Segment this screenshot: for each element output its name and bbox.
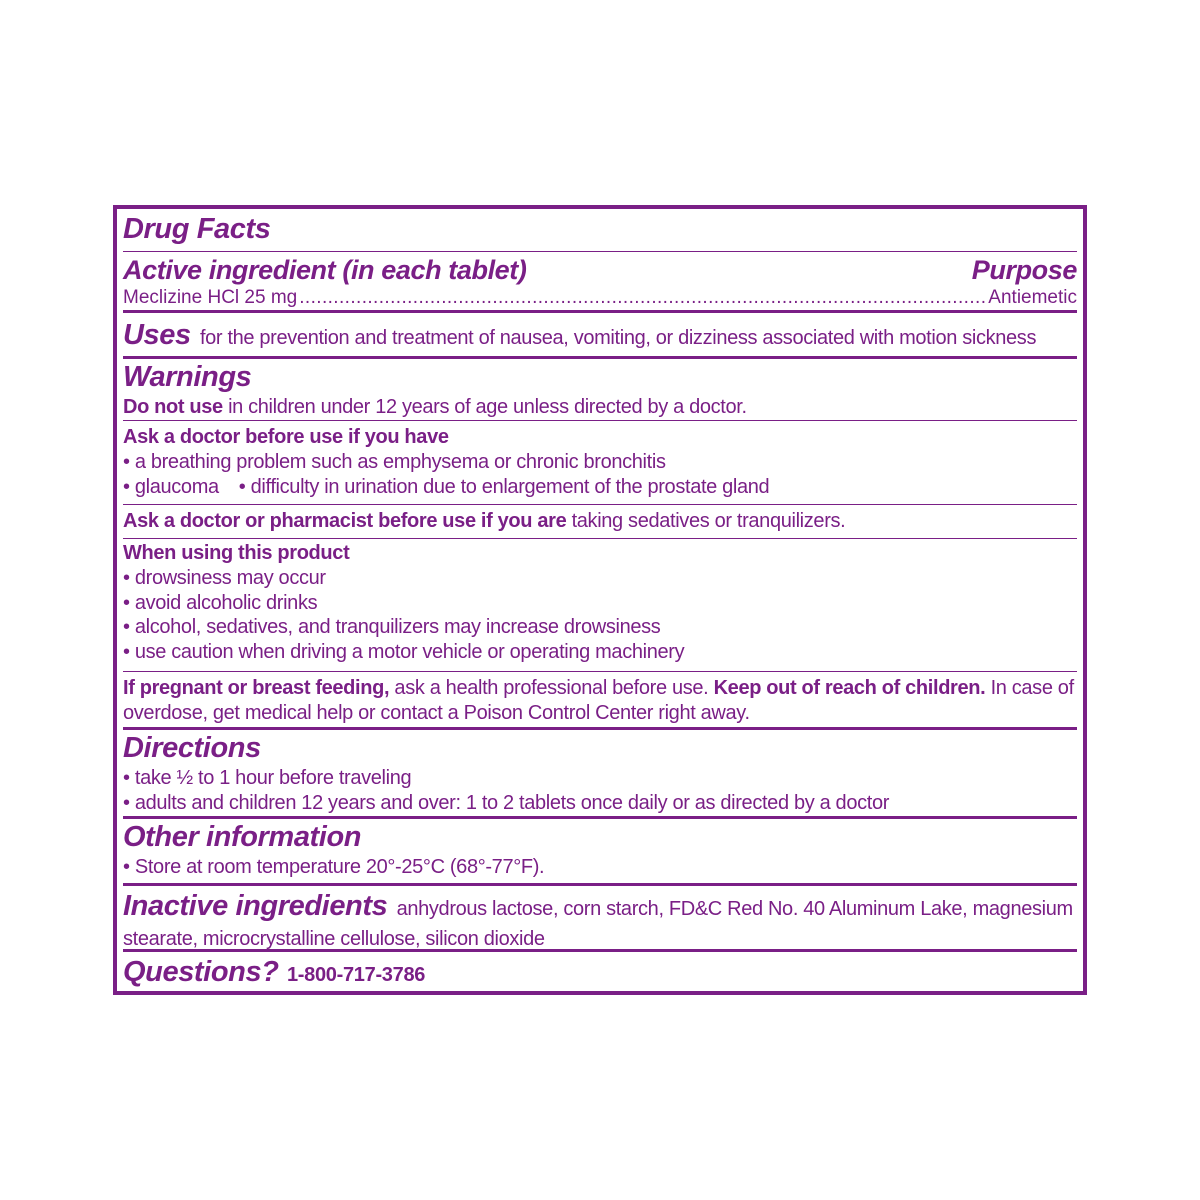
list-item: • adults and children 12 years and over: 1 to 2 tablets once daily or as directed by a doctor <box>123 792 890 814</box>
ask-doctor-section <box>123 421 1077 505</box>
inactive-ingredients-heading: Inactive ingredients <box>123 890 388 922</box>
list-item: • glaucoma <box>123 475 219 498</box>
leader-dots <box>299 288 986 308</box>
pregnant-label: If pregnant or breast feeding, <box>123 677 390 699</box>
inactive-ingredients-section <box>123 886 1077 952</box>
inactive-ingredients-line2: stearate, microcrystalline cellulose, silicon dioxide <box>123 928 545 950</box>
list-item: • a breathing problem such as emphysema or chronic bronchitis <box>123 450 666 473</box>
questions-heading: Questions? <box>123 956 279 988</box>
ask-pharmacist-label: Ask a doctor or pharmacist before use if you are <box>123 510 567 532</box>
list-item: • Store at room temperature 20°-25°C (68°-77°F). <box>123 856 545 878</box>
active-ingredient-heading: Active ingredient (in each tablet) <box>123 255 527 285</box>
other-information-heading: Other information <box>123 821 362 853</box>
when-using-section <box>123 539 1077 672</box>
warnings-section <box>123 359 1077 421</box>
active-ingredient-section <box>123 252 1077 313</box>
list-item: • take ½ to 1 hour before traveling <box>123 767 412 789</box>
do-not-use-text: in children under 12 years of age unless directed by a doctor. <box>228 396 747 418</box>
ask-pharmacist-section <box>123 505 1077 539</box>
list-item: • drowsiness may occur <box>123 566 326 589</box>
keep-out-of-reach-label: Keep out of reach of children. <box>713 677 986 699</box>
overdose-text-2: overdose, get medical help or contact a Poison Control Center right away. <box>123 701 750 724</box>
uses-text: for the prevention and treatment of nausea, vomiting, or dizziness associated with motion sickness <box>199 327 1037 349</box>
pregnant-text: ask a health professional before use. <box>394 677 709 699</box>
drug-facts-title: Drug Facts <box>123 213 271 245</box>
list-item: • use caution when driving a motor vehicle or operating machinery <box>123 641 685 664</box>
overdose-text-1: In case of <box>990 677 1074 699</box>
drug-facts-title-section <box>123 209 1077 252</box>
directions-section <box>123 730 1077 819</box>
questions-phone-number: 1-800-717-3786 <box>286 964 426 986</box>
drug-facts-panel <box>113 205 1087 995</box>
inactive-ingredients-line1: anhydrous lactose, corn starch, FD&C Red No. 40 Aluminum Lake, magnesium <box>396 898 1073 920</box>
other-information-section <box>123 819 1077 886</box>
pregnancy-section <box>123 672 1077 730</box>
list-item: • alcohol, sedatives, and tranquilizers may increase drowsiness <box>123 616 661 639</box>
directions-heading: Directions <box>123 732 261 764</box>
ask-pharmacist-text: taking sedatives or tranquilizers. <box>571 510 846 532</box>
active-ingredient-purpose: Antiemetic <box>988 287 1077 308</box>
uses-heading: Uses <box>123 319 191 351</box>
list-item: • difficulty in urination due to enlargement of the prostate gland <box>238 475 770 498</box>
when-using-heading: When using this product <box>123 542 350 564</box>
list-item: • avoid alcoholic drinks <box>123 591 318 614</box>
do-not-use-label: Do not use <box>123 396 223 418</box>
ask-doctor-heading: Ask a doctor before use if you have <box>123 426 449 448</box>
purpose-heading: Purpose <box>971 255 1077 285</box>
active-ingredient-name: Meclizine HCl 25 mg <box>123 287 298 308</box>
warnings-heading: Warnings <box>123 361 252 393</box>
uses-section <box>123 313 1077 359</box>
questions-section <box>123 952 1077 996</box>
